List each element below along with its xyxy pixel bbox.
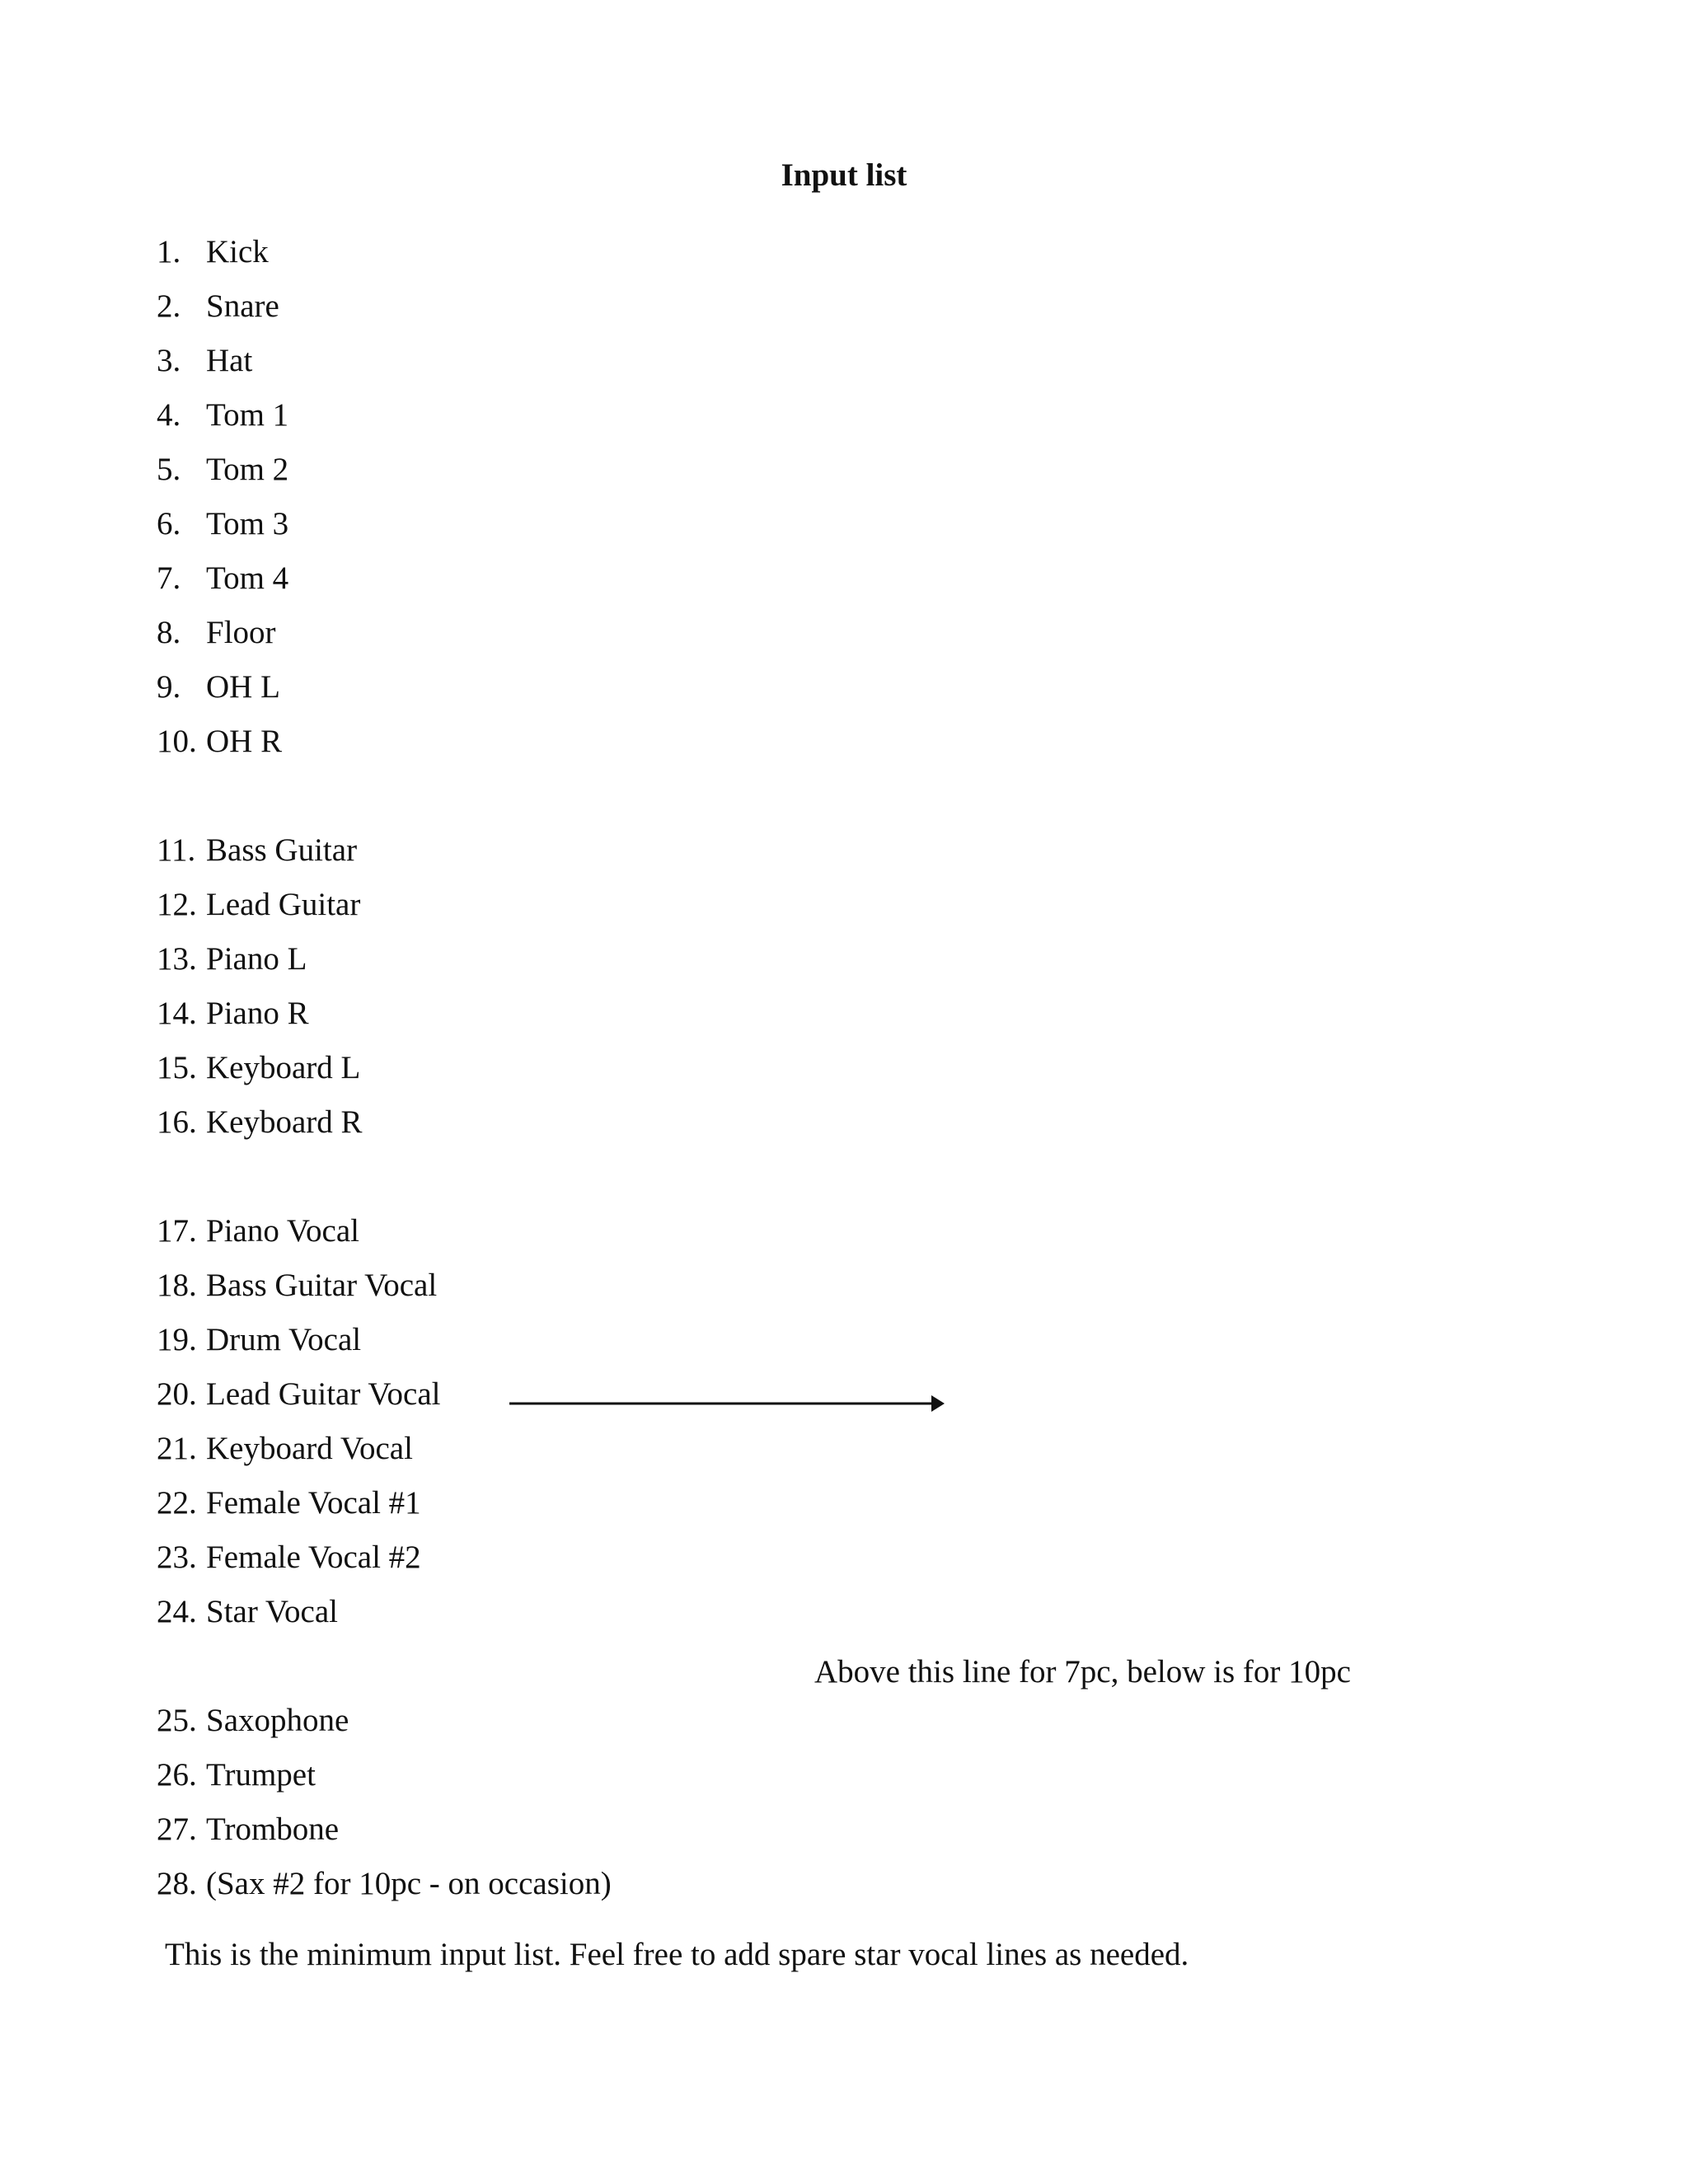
list-item [157,1857,1558,1911]
page-title: Input list [781,157,907,193]
item-label: Snare [206,288,279,324]
footer-note: This is the minimum input list. Feel free to add spare star vocal lines as needed. [165,1937,1189,1972]
item-number: 19. [157,1322,197,1357]
item-number: 22. [157,1485,197,1521]
item-label: Keyboard L [206,1050,361,1085]
list-item [157,225,1558,279]
item-label: Female Vocal #2 [206,1540,421,1575]
item-label: Kick [206,234,269,269]
item-number: 13. [157,941,197,977]
list-item [157,1694,1558,1748]
item-number: 2. [157,288,181,324]
list-item [157,1204,1558,1258]
item-number: 6. [157,506,181,541]
list-item [157,1530,1558,1585]
list-item [157,1748,1558,1802]
item-number: 24. [157,1594,197,1629]
list-item [157,878,1558,932]
item-number: 28. [157,1866,197,1901]
item-label: Piano L [206,941,307,977]
item-label: Star Vocal [206,1594,338,1629]
item-label: Bass Guitar Vocal [206,1268,438,1303]
item-number: 11. [157,832,196,868]
item-number: 17. [157,1213,197,1249]
list-item [157,823,1558,878]
list-item [157,1422,1558,1476]
list-item [157,1095,1558,1150]
item-label: Keyboard R [206,1104,363,1140]
list-item [157,715,1558,769]
list-item [157,660,1558,715]
item-label: Bass Guitar [206,832,358,868]
list-item [157,606,1558,660]
item-label: Hat [206,343,253,378]
item-label: Lead Guitar [206,887,361,922]
arrow-right-icon [509,1391,946,1416]
item-label: Lead Guitar Vocal [206,1376,441,1412]
list-item [157,1802,1558,1857]
list-item [157,1041,1558,1095]
item-label: Trumpet [206,1757,316,1793]
item-label: Tom 2 [206,452,289,487]
list-item [157,551,1558,606]
group-spacer [157,769,1558,823]
item-label: Tom 3 [206,506,289,541]
item-number: 15. [157,1050,197,1085]
list-item [157,1476,1558,1530]
item-label: OH L [206,669,280,705]
item-number: 20. [157,1376,197,1412]
item-number: 16. [157,1104,197,1140]
item-label: OH R [206,724,283,759]
list-item [157,1313,1558,1367]
list-item [157,388,1558,443]
item-label: Floor [206,615,276,650]
item-label: Piano R [206,996,309,1031]
list-item [157,987,1558,1041]
item-number: 18. [157,1268,197,1303]
item-number: 5. [157,452,181,487]
list-item [157,932,1558,987]
item-label: Piano Vocal [206,1213,359,1249]
item-number: 23. [157,1540,197,1575]
item-label: Tom 4 [206,560,289,596]
item-label: Drum Vocal [206,1322,362,1357]
item-number: 25. [157,1703,197,1738]
list-item [157,497,1558,551]
item-label: Female Vocal #1 [206,1485,421,1521]
item-number: 8. [157,615,181,650]
list-item [157,1258,1558,1313]
item-label: Tom 1 [206,397,289,433]
item-label: (Sax #2 for 10pc - on occasion) [206,1866,612,1901]
item-number: 14. [157,996,197,1031]
group-spacer [157,1150,1558,1204]
item-number: 12. [157,887,197,922]
item-number: 7. [157,560,181,596]
item-number: 9. [157,669,181,705]
item-number: 27. [157,1811,197,1847]
item-number: 21. [157,1431,197,1466]
list-item [157,443,1558,497]
item-label: Trombone [206,1811,340,1847]
list-item [157,279,1558,334]
item-number: 3. [157,343,181,378]
item-number: 4. [157,397,181,433]
item-number: 1. [157,234,181,269]
divider-note: Above this line for 7pc, below is for 10pc [814,1654,1351,1690]
item-number: 10. [157,724,197,759]
item-label: Saxophone [206,1703,349,1738]
list-item [157,334,1558,388]
list-item [157,1585,1558,1639]
item-label: Keyboard Vocal [206,1431,413,1466]
item-number: 26. [157,1757,197,1793]
